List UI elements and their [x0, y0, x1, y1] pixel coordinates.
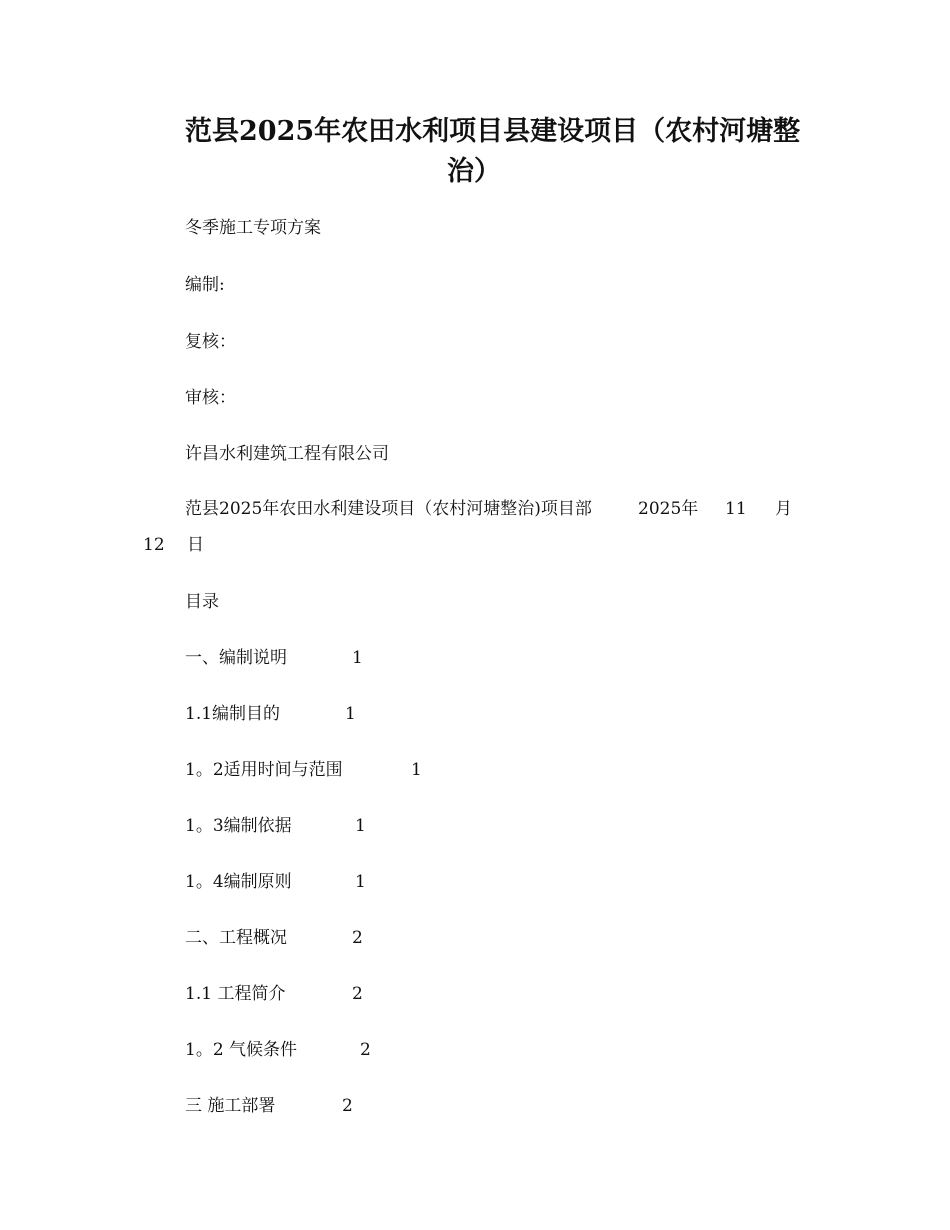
- prepared-by-label: 编制:: [185, 275, 225, 295]
- toc-item-page: 1: [355, 872, 366, 892]
- toc-item-page: 1: [411, 760, 422, 780]
- approved-by-label: 审核：: [185, 388, 236, 408]
- toc-item-page: 1: [352, 648, 363, 668]
- toc-item-label: 1。2适用时间与范围: [185, 760, 343, 780]
- toc-item-page: 2: [360, 1040, 371, 1060]
- toc-item-label: 1。2 气候条件: [185, 1040, 298, 1060]
- date-day-unit: 日: [187, 535, 204, 555]
- toc-item-label: 1。3编制依据: [185, 816, 292, 836]
- document-title: [185, 112, 815, 192]
- toc-item: [185, 1094, 353, 1118]
- date-month-unit: 月: [775, 499, 792, 519]
- reviewed-by-label: 复核：: [185, 332, 236, 352]
- toc-item: [185, 926, 363, 950]
- toc-item: [185, 814, 366, 838]
- toc-item-page: 2: [352, 928, 363, 948]
- toc-item-label: 一、编制说明: [185, 648, 287, 668]
- toc-item: [185, 982, 363, 1006]
- project-dept-date-line: [185, 497, 805, 521]
- toc-item-page: 2: [352, 984, 363, 1004]
- date-month: 11: [725, 499, 747, 519]
- toc-item-label: 1.1编制目的: [185, 704, 281, 724]
- toc-item: [185, 646, 363, 670]
- toc-item-page: 2: [342, 1096, 353, 1116]
- date-day: 12: [143, 535, 165, 555]
- date-day-line: [143, 533, 204, 557]
- toc-item: [185, 870, 366, 894]
- title-line-2: 治）: [447, 156, 501, 187]
- toc-item: [185, 702, 356, 726]
- toc-item: [185, 1038, 371, 1062]
- project-dept-name: 范县2025年农田水利建设项目（农村河塘整治)项目部: [185, 499, 592, 519]
- document-subtitle: 冬季施工专项方案: [185, 218, 321, 238]
- toc-item-label: 二、工程概况: [185, 928, 287, 948]
- toc-item-page: 1: [355, 816, 366, 836]
- toc-item-label: 三 施工部署: [185, 1096, 276, 1116]
- toc-item: [185, 758, 422, 782]
- toc-item-label: 1。4编制原则: [185, 872, 292, 892]
- date-year: 2025年: [638, 499, 699, 519]
- toc-heading: 目录: [185, 592, 219, 612]
- toc-item-label: 1.1 工程简介: [185, 984, 286, 1004]
- title-line-1: 范县2025年农田水利项目县建设项目（农村河塘整: [185, 116, 801, 147]
- toc-item-page: 1: [345, 704, 356, 724]
- company-name: 许昌水利建筑工程有限公司: [185, 444, 389, 464]
